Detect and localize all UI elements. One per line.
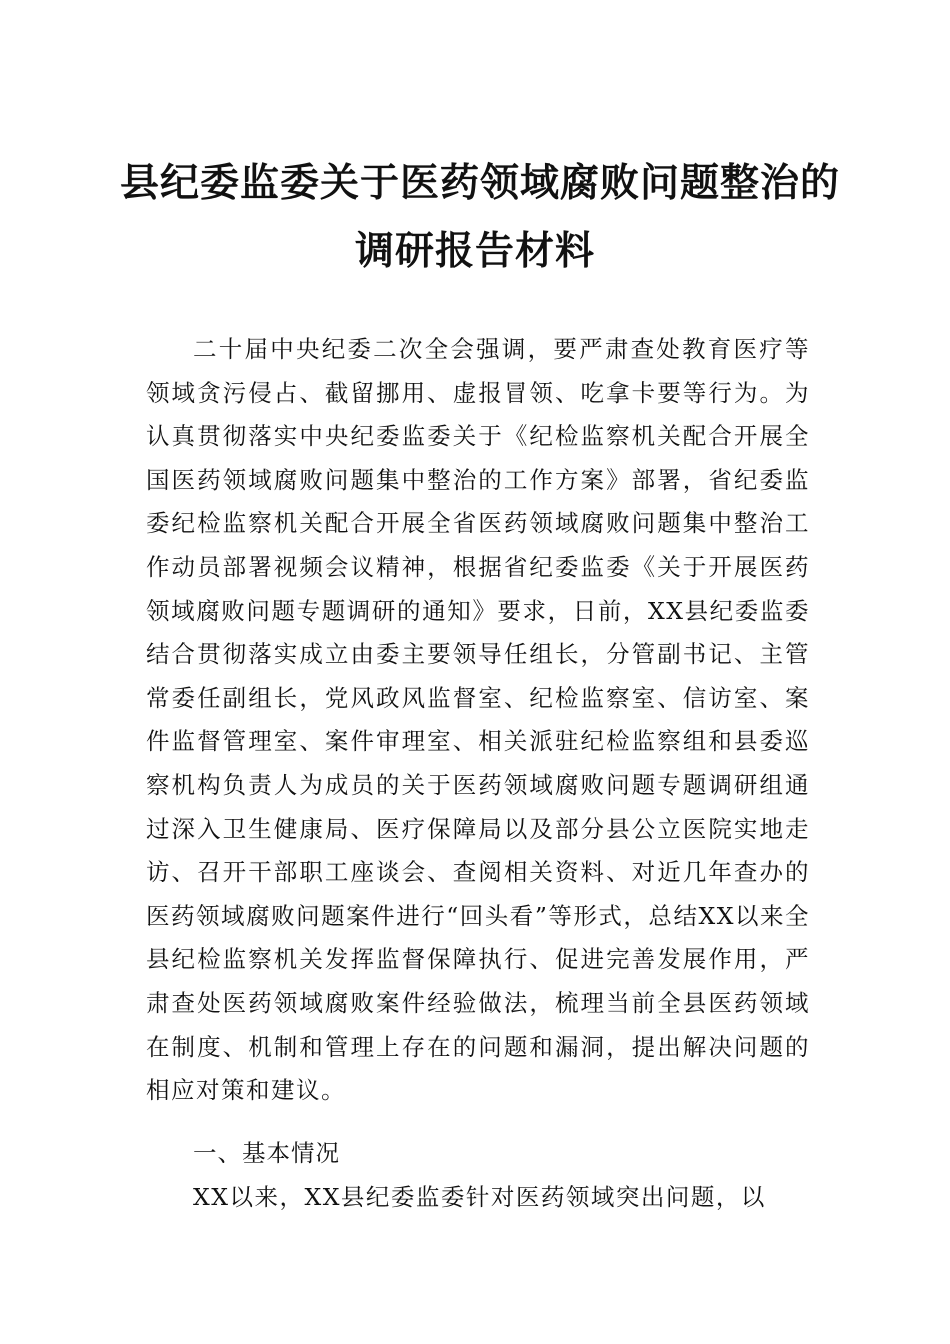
body-paragraph-2: XX以来，XX县纪委监委针对医药领域突出问题，以: [193, 1183, 766, 1211]
document-title-line-1: 县纪委监委关于医药领域腐败问题整治的: [120, 161, 841, 206]
section-heading-basic-situation: 一、基本情况: [193, 1139, 340, 1167]
document-title-line-2: 调研报告材料: [354, 229, 595, 274]
body-paragraph-1: 二十届中央纪委二次全会强调，要严肃查处教育医疗等领域贪污侵占、截留挪用、虚报冒领、吃拿卡要等行为。为认真贯彻落实中央纪委监委关于《纪检监察机关配合开展全国医药领域腐败问题集中整治的工作方案》部署，省纪委监委纪检监察机关配合开展全省医药领域腐败问题集中整治工作动员部署视频会议精神，根据省纪委监委《关于开展医药领域腐败问题专题调研的通知》要求，日前，XX县纪委监委结合贯彻落实成立由委主要领导任组长，分管副书记、主管常委任副组长，党风政风监督室、纪检监察室、信访室、案件监督管理室、案件审理室、相关派驻纪检监察组和县委巡察机构负责人为成员的关于医药领域腐败问题专题调研组通过深入卫生健康局、医疗保障局以及部分县公立医院实地走访、召开干部职工座谈会、查阅相关资料、对近几年查办的医药领域腐败问题案件进行“回头看”等形式，总结XX以来全县纪检监察机关发挥监督保障执行、促进完善发展作用，严肃查处医药领域腐败案件经验做法，梳理当前全县医药领域在制度、机制和管理上存在的问题和漏洞，提出解决问题的相应对策和建议。: [146, 335, 810, 1105]
